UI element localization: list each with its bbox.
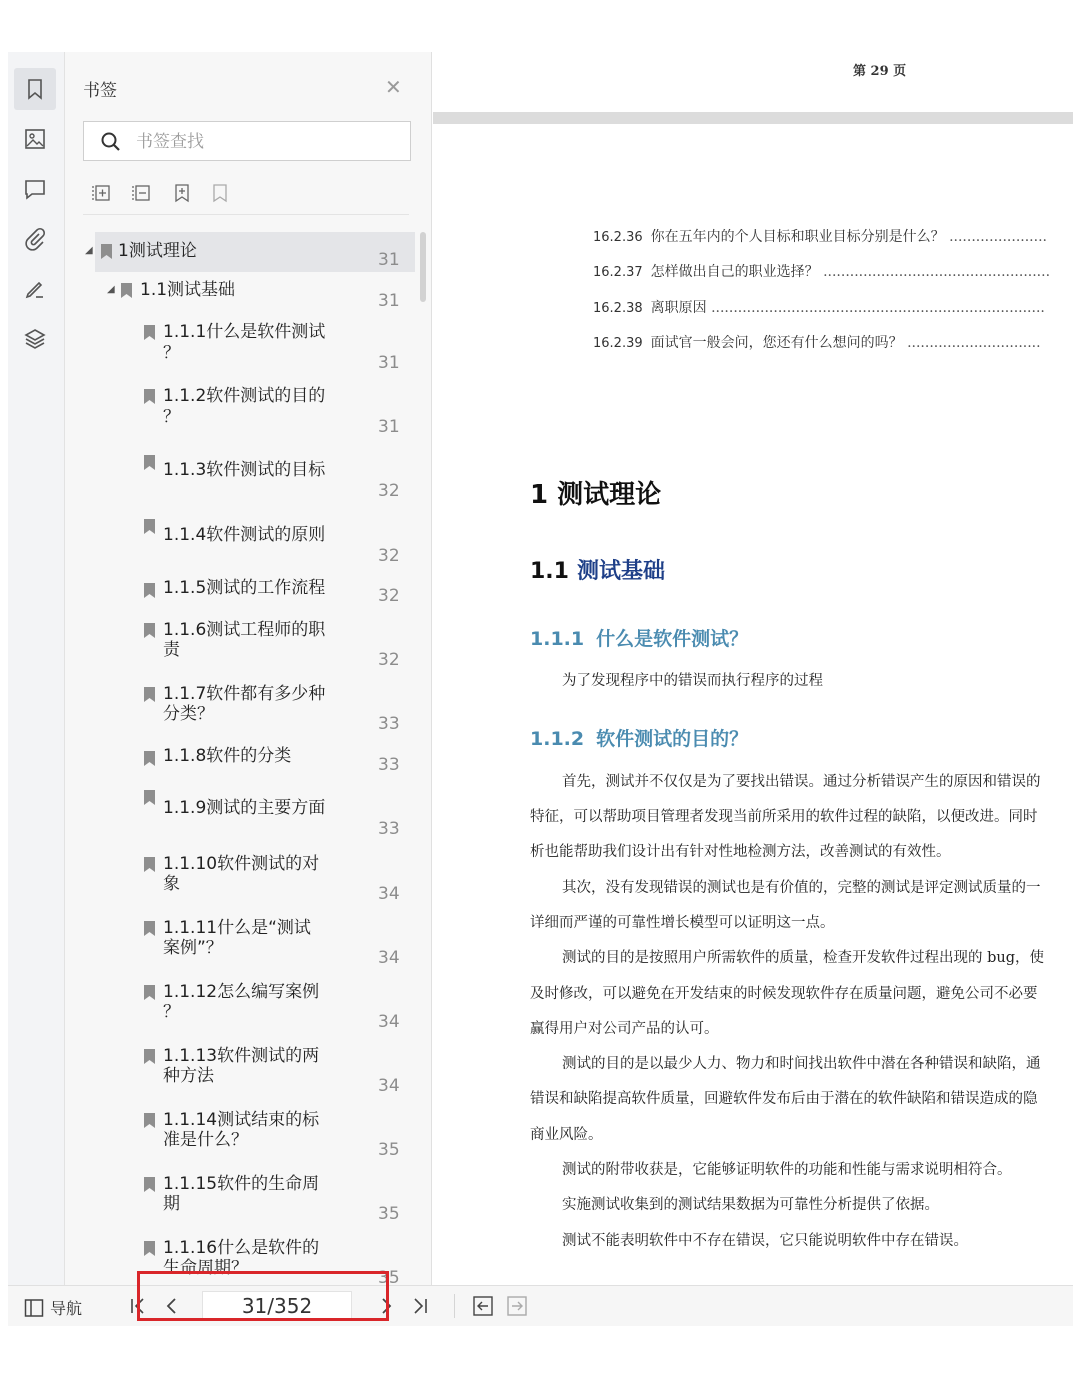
bookmark-label: 1.1.1什么是软件测试 bbox=[163, 322, 326, 342]
bookmark-icon bbox=[144, 1241, 155, 1256]
nav-toggle-button[interactable] bbox=[24, 1296, 82, 1319]
bookmark-item[interactable] bbox=[65, 1046, 415, 1102]
toc-text: 怎样做出自己的职业选择？ bbox=[650, 264, 819, 280]
layers-icon[interactable] bbox=[14, 318, 56, 360]
heading-1: 1 测试理论 bbox=[530, 480, 662, 510]
bookmark-tree bbox=[65, 222, 415, 1285]
bookmark-label-line2: 责 bbox=[163, 640, 180, 660]
bookmark-page: 34 bbox=[378, 1012, 400, 1032]
image-icon[interactable] bbox=[14, 118, 56, 160]
heading-text: 软件测试的目的？ bbox=[596, 728, 749, 750]
bookmark-label: 1测试理论 bbox=[118, 241, 197, 261]
remove-bookmark-icon[interactable] bbox=[209, 182, 231, 204]
bookmark-icon bbox=[144, 921, 155, 936]
bookmark-item[interactable] bbox=[65, 982, 415, 1038]
bookmark-page: 32 bbox=[378, 481, 400, 501]
divider bbox=[83, 214, 409, 215]
bookmark-icon bbox=[144, 519, 155, 534]
heading-text: 测试基础 bbox=[576, 559, 665, 584]
paragraph-line: 测试的目的是以最少人力、物力和时间找出软件中潜在各种错误和缺陷，通 bbox=[562, 1056, 1041, 1072]
bookmark-label: 1.1.13软件测试的两 bbox=[163, 1046, 320, 1066]
bookmark-icon bbox=[101, 244, 112, 259]
bookmark-label: 1.1.6测试工程师的职 bbox=[163, 620, 326, 640]
bookmark-label: 1.1.7软件都有多少种 bbox=[163, 684, 326, 704]
bookmark-icon bbox=[144, 1113, 155, 1128]
bookmark-label-line2: 分类？ bbox=[163, 704, 214, 724]
paragraph-line: 详细而严谨的可靠性增长模型可以证明这一点。 bbox=[530, 915, 835, 931]
panel-toggle-icon bbox=[24, 1298, 44, 1318]
bookmark-label: 1.1.4软件测试的原则 bbox=[163, 525, 326, 545]
bookmark-icon bbox=[144, 751, 155, 766]
bookmark-label-line2: 准是什么？ bbox=[163, 1130, 248, 1150]
bookmark-label: 1.1.9测试的主要方面 bbox=[163, 798, 326, 818]
bookmark-icon bbox=[144, 985, 155, 1000]
paragraph-line: 首先，测试并不仅仅是为了要找出错误。通过分析错误产生的原因和错误的 bbox=[562, 774, 1041, 790]
heading-text: 什么是软件测试？ bbox=[596, 628, 749, 650]
panel-title: 书签 bbox=[83, 81, 117, 101]
last-page-icon[interactable] bbox=[408, 1294, 432, 1318]
bookmark-page: 34 bbox=[378, 1076, 400, 1096]
bookmark-item[interactable] bbox=[65, 386, 415, 442]
bookmark-icon bbox=[144, 623, 155, 638]
highlight-box bbox=[137, 1271, 389, 1321]
paragraph: 为了发现程序中的错误而执行程序的过程 bbox=[562, 673, 823, 689]
bookmark-page: 31 bbox=[378, 353, 400, 373]
attachment-icon[interactable] bbox=[14, 218, 56, 260]
bookmark-icon bbox=[144, 687, 155, 702]
toc-line[interactable]: 16.2.38 离职原因 ........................................................................... bbox=[593, 300, 1045, 316]
paragraph-line: 其次，没有发现错误的测试也是有价值的，完整的测试是评定测试质量的一 bbox=[562, 880, 1041, 896]
bookmark-page: 34 bbox=[378, 948, 400, 968]
toc-text: 面试官一般会问，您还有什么想问的吗？ bbox=[650, 335, 903, 351]
bookmark-label: 1.1.8软件的分类 bbox=[163, 746, 292, 766]
forward-icon[interactable] bbox=[505, 1294, 529, 1318]
bookmark-icon bbox=[144, 583, 155, 598]
paragraph-line: 商业风险。 bbox=[530, 1127, 603, 1143]
paragraph-line: 测试不能表明软件中不存在错误，它只能说明软件中存在错误。 bbox=[562, 1233, 968, 1249]
bookmark-item[interactable] bbox=[65, 516, 415, 572]
bookmark-label: 1.1.15软件的生命周 bbox=[163, 1174, 320, 1194]
toc-text: 离职原因 bbox=[650, 300, 707, 316]
bookmark-label: 1.1.11什么是“测试 bbox=[163, 918, 311, 938]
bookmark-icon bbox=[121, 283, 132, 298]
bookmark-label-line2: ？ bbox=[163, 407, 180, 427]
bookmark-item[interactable] bbox=[65, 1110, 415, 1166]
bookmark-label: 1.1.14测试结束的标 bbox=[163, 1110, 320, 1130]
bookmark-label-line2: ？ bbox=[163, 1002, 180, 1022]
bookmark-label: 1.1测试基础 bbox=[140, 280, 236, 300]
heading-number: 1.1.1 bbox=[530, 628, 585, 650]
bookmark-page: 31 bbox=[378, 291, 400, 311]
document-view[interactable] bbox=[433, 52, 1073, 1285]
bookmark-page: 35 bbox=[378, 1204, 400, 1224]
bookmark-icon bbox=[144, 857, 155, 872]
toc-line[interactable]: 16.2.36 你在五年内的个人目标和职业目标分别是什么？ ...................... bbox=[593, 229, 1047, 245]
toc-number: 16.2.36 bbox=[593, 230, 643, 245]
bookmark-item[interactable] bbox=[65, 746, 415, 782]
heading-2 bbox=[530, 554, 665, 585]
paragraph-line: 析也能帮助我们设计出有针对性地检测方法，改善测试的有效性。 bbox=[530, 844, 951, 860]
heading-3 bbox=[530, 724, 748, 751]
page-separator bbox=[433, 112, 1073, 124]
bookmark-page: 32 bbox=[378, 546, 400, 566]
bookmark-label-line2: 种方法 bbox=[163, 1066, 214, 1086]
paragraph-line: 测试的附带收获是，它能够证明软件的功能和性能与需求说明相符合。 bbox=[562, 1162, 1012, 1178]
heading-number: 1.1 bbox=[530, 559, 569, 584]
page-indicator[interactable]: 31/352 bbox=[202, 1291, 352, 1321]
close-icon[interactable]: ✕ bbox=[385, 75, 402, 99]
toc-text: 你在五年内的个人目标和职业目标分别是什么？ bbox=[650, 229, 945, 245]
paragraph-line: 特征，可以帮助项目管理者发现当前所采用的软件过程的缺陷，以便改进。同时 bbox=[530, 809, 1038, 825]
bookmark-item[interactable] bbox=[65, 322, 415, 378]
bookmark-item[interactable] bbox=[65, 620, 415, 676]
collapse-all-icon[interactable] bbox=[131, 182, 153, 204]
paragraph-line: 赢得用户对公司产品的认可。 bbox=[530, 1021, 719, 1037]
search-icon bbox=[100, 131, 122, 153]
bookmark-item[interactable] bbox=[65, 684, 415, 740]
toc-number: 16.2.37 bbox=[593, 265, 643, 280]
bookmark-page: 31 bbox=[378, 417, 400, 437]
bookmarks-panel bbox=[65, 52, 432, 1285]
paragraph-line: 测试的目的是按照用户所需软件的质量，检查开发软件过程出现的 bug，使 bbox=[562, 950, 1045, 966]
nav-label: 导航 bbox=[50, 1299, 83, 1318]
bookmark-label-line2: 生命周期？ bbox=[163, 1258, 248, 1278]
add-bookmark-icon[interactable] bbox=[171, 182, 193, 204]
bookmark-page: 35 bbox=[378, 1268, 400, 1285]
bookmark-label-line2: 期 bbox=[163, 1194, 180, 1214]
bookmark-icon bbox=[144, 389, 155, 404]
bookmark-page: 32 bbox=[378, 586, 400, 606]
previous-page-bottom bbox=[433, 52, 1073, 112]
toc-number: 16.2.38 bbox=[593, 301, 643, 316]
bookmark-label: 1.1.12怎么编写案例 bbox=[163, 982, 320, 1002]
bookmark-icon bbox=[144, 1049, 155, 1064]
bookmark-icon bbox=[144, 325, 155, 340]
toc-number: 16.2.39 bbox=[593, 336, 643, 351]
bookmark-item[interactable] bbox=[65, 578, 415, 614]
bookmark-page: 33 bbox=[378, 714, 400, 734]
bookmark-page: 33 bbox=[378, 755, 400, 775]
bookmark-page: 33 bbox=[378, 819, 400, 839]
toc-line[interactable]: 16.2.37 怎样做出自己的职业选择？ ................................................... bbox=[593, 264, 1051, 280]
expand-all-icon[interactable] bbox=[91, 182, 113, 204]
paragraph-line: 及时修改，可以避免在开发结束的时候发现软件存在质量问题，避免公司不必要 bbox=[530, 986, 1038, 1002]
bookmark-item[interactable] bbox=[65, 854, 415, 910]
back-icon[interactable] bbox=[471, 1294, 495, 1318]
bookmark-label: 1.1.16什么是软件的 bbox=[163, 1238, 320, 1258]
paragraph-line: 错误和缺陷提高软件质量，回避软件发布后由于潜在的软件缺陷和错误造成的隐 bbox=[530, 1091, 1038, 1107]
bookmark-icon[interactable] bbox=[14, 68, 56, 110]
collapse-arrow-icon[interactable]: ◢ bbox=[107, 284, 115, 295]
bookmark-item[interactable] bbox=[65, 790, 415, 846]
collapse-arrow-icon[interactable]: ◢ bbox=[85, 245, 93, 256]
toc-line[interactable]: 16.2.39 面试官一般会问，您还有什么想问的吗？ .............................. bbox=[593, 335, 1041, 351]
bookmark-item[interactable] bbox=[65, 278, 415, 311]
bookmark-label-line2: ？ bbox=[163, 343, 180, 363]
divider bbox=[454, 1294, 455, 1318]
bookmark-search-input[interactable] bbox=[134, 128, 398, 156]
sidebar-rail bbox=[8, 52, 65, 1285]
bookmark-page: 34 bbox=[378, 884, 400, 904]
signature-icon[interactable] bbox=[14, 268, 56, 310]
bookmark-label-line2: 案例”？ bbox=[163, 938, 223, 958]
bookmark-item[interactable] bbox=[65, 452, 415, 508]
bookmark-label-line2: 象 bbox=[163, 874, 180, 894]
page-header: 第 29 页 bbox=[853, 64, 907, 79]
bookmark-item[interactable] bbox=[65, 1174, 415, 1230]
heading-3 bbox=[530, 624, 748, 651]
bookmark-page: 32 bbox=[378, 650, 400, 670]
bookmark-label: 1.1.10软件测试的对 bbox=[163, 854, 320, 874]
bookmark-item[interactable] bbox=[65, 232, 415, 272]
bookmark-icon bbox=[144, 455, 155, 470]
bookmark-search-box[interactable] bbox=[83, 121, 411, 161]
bookmark-item[interactable] bbox=[65, 918, 415, 974]
comment-icon[interactable] bbox=[14, 168, 56, 210]
bookmark-icon bbox=[144, 790, 155, 805]
bookmark-label: 1.1.5测试的工作流程 bbox=[163, 578, 326, 598]
panel-scrollbar[interactable] bbox=[420, 232, 426, 302]
bookmark-label: 1.1.3软件测试的目标 bbox=[163, 460, 326, 480]
paragraph-line: 实施测试收集到的测试结果数据为可靠性分析提供了依据。 bbox=[562, 1197, 939, 1213]
bookmark-page: 35 bbox=[378, 1140, 400, 1160]
bookmark-icon bbox=[144, 1177, 155, 1192]
heading-number: 1.1.2 bbox=[530, 728, 585, 750]
bookmark-label: 1.1.2软件测试的目的 bbox=[163, 386, 326, 406]
bookmark-page: 31 bbox=[378, 250, 400, 270]
